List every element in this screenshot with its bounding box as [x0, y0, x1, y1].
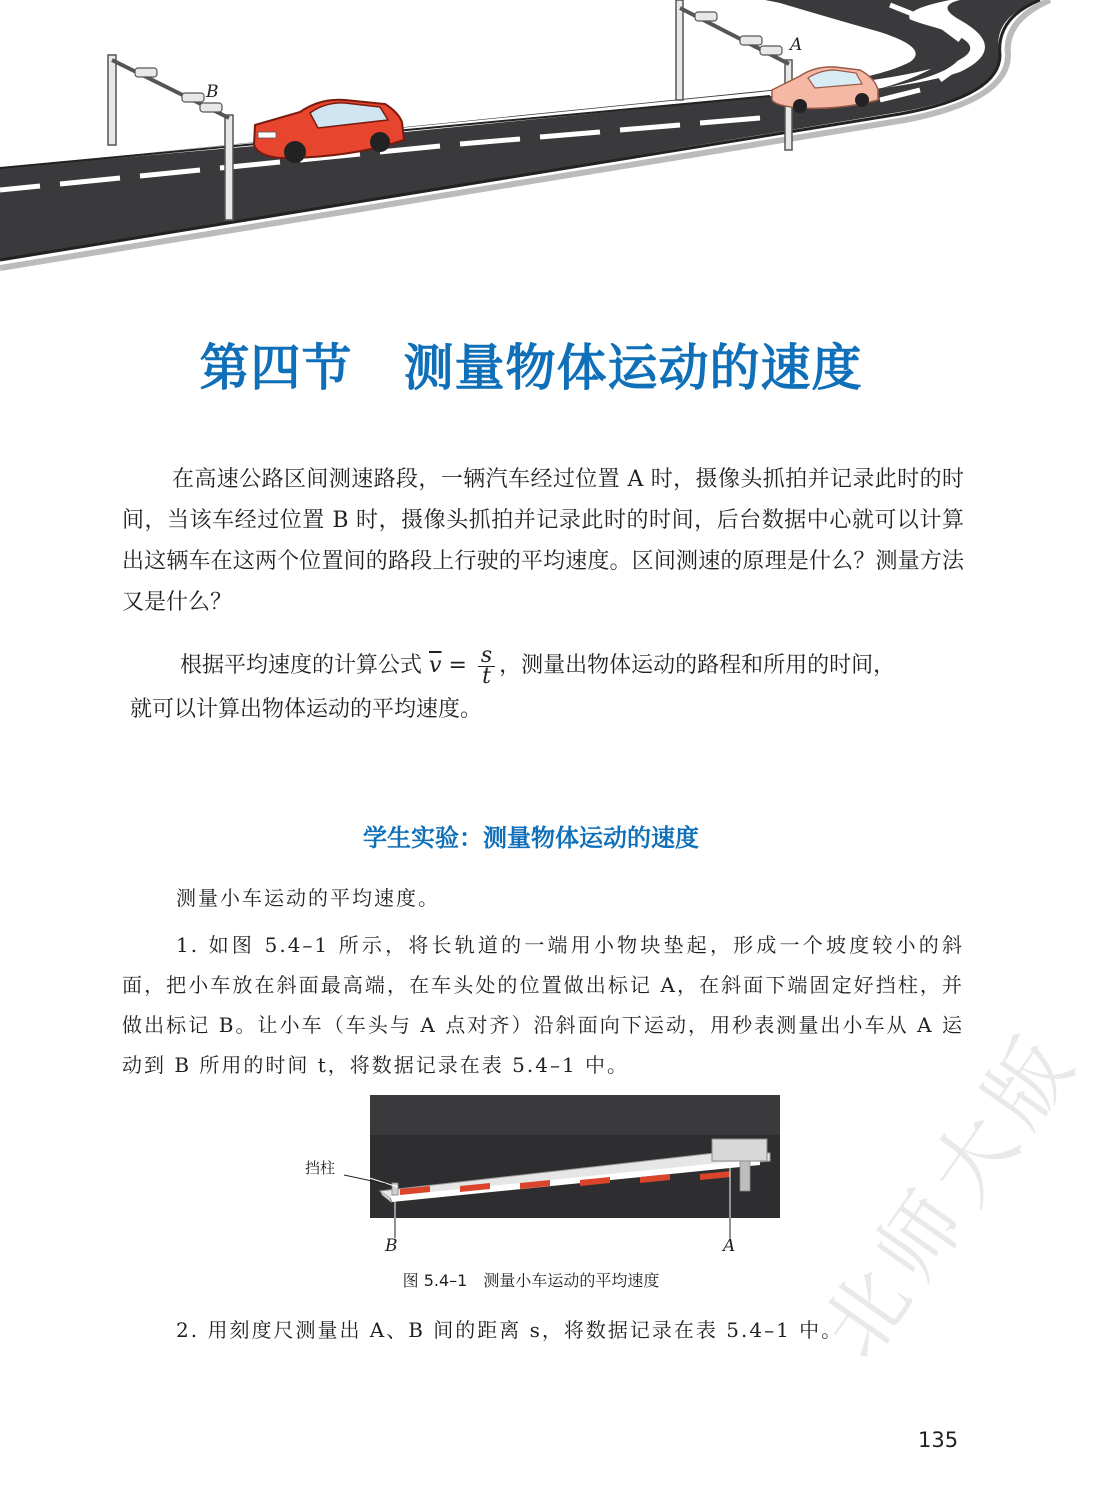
- experiment-step-2: 2. 用刻度尺测量出 A、B 间的距离 s，将数据记录在表 5.4–1 中。: [176, 1318, 844, 1342]
- figure-label-b: B: [385, 1236, 398, 1256]
- experiment-title: 学生实验：测量物体运动的速度: [363, 824, 699, 852]
- highway-illustration: [0, 0, 1062, 270]
- experiment-step-1: 1. 如图 5.4–1 所示，将长轨道的一端用小物块垫起，形成一个坡度较小的斜面，把小车放在斜面最高端，在车头处的位置做出标记 A，在斜面下端固定好挡柱，并做出标记 B。让小车（车头与 A 点对齐）沿斜面向下运动，用秒表测量出小车从 A 运动到 B 所用的时间 t，将数据记录在表 5.4–1 中。: [122, 933, 964, 1077]
- page-number: 135: [918, 1428, 959, 1452]
- experiment-intro: 测量小车运动的平均速度。: [176, 886, 440, 910]
- page-title: 第四节 测量物体运动的速度: [199, 339, 863, 397]
- stopper-label: 挡柱: [305, 1159, 336, 1177]
- formula-equals: =: [441, 653, 474, 678]
- hero-label-a: A: [790, 35, 803, 55]
- formula-line2: 就可以计算出物体运动的平均速度。: [130, 697, 483, 722]
- formula-lhs: $\overline{v}$: [429, 653, 442, 678]
- formula-suffix: ，测量出物体运动的路程和所用的时间，: [499, 653, 896, 678]
- formula-numerator: s: [478, 646, 495, 667]
- formula-paragraph: [122, 642, 964, 730]
- track-photo: [370, 1095, 780, 1218]
- formula-fraction: [478, 642, 495, 689]
- figure-label-a: A: [723, 1236, 736, 1256]
- formula-prefix: 根据平均速度的计算公式: [180, 653, 423, 678]
- hero-label-b: B: [206, 82, 219, 102]
- formula-denominator: t: [482, 663, 491, 689]
- figure-caption: 图 5.4–1 测量小车运动的平均速度: [402, 1271, 660, 1290]
- intro-paragraph: 在高速公路区间测速路段，一辆汽车经过位置 A 时，摄像头抓拍并记录此时的时间，当该车经过位置 B 时，摄像头抓拍并记录此时的时间，后台数据中心就可以计算出这辆车在这两个位置间的路段上行驶的平均速度。区间测速的原理是什么？测量方法又是什么？: [122, 467, 964, 615]
- stopper-leader: [344, 1168, 404, 1198]
- watermark-text: 北师大版: [804, 1012, 1099, 1375]
